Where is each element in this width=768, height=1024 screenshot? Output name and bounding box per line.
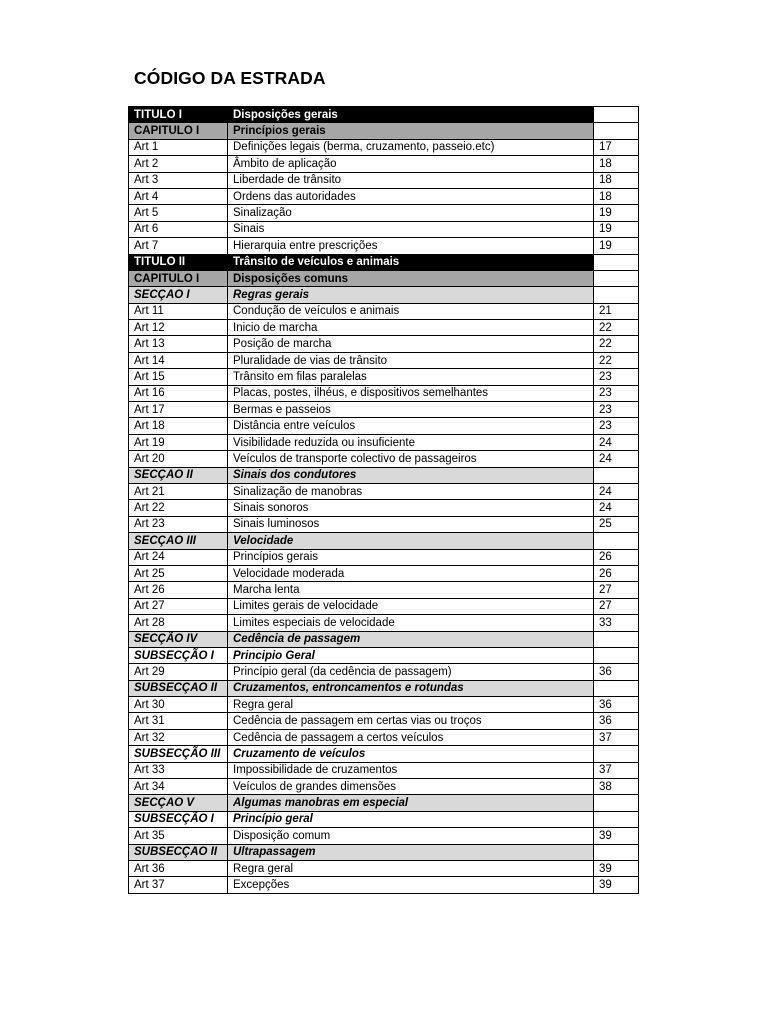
toc-label-cell: Art 20: [129, 451, 228, 467]
toc-title-cell: Sinais sonoros: [228, 500, 594, 516]
toc-label-cell: SECÇAO II: [129, 467, 228, 483]
toc-article-row: [129, 483, 639, 499]
toc-title-cell: Excepções: [228, 877, 594, 893]
toc-title-cell: Algumas manobras em especial: [228, 795, 594, 811]
toc-section-row: [129, 844, 639, 860]
toc-label-cell: Art 5: [129, 205, 228, 221]
toc-article-row: [129, 172, 639, 188]
toc-label-cell: Art 25: [129, 565, 228, 581]
toc-label-cell: Art 6: [129, 221, 228, 237]
toc-title-cell: Trânsito em filas paralelas: [228, 369, 594, 385]
toc-page-cell: [594, 467, 639, 483]
toc-label-cell: Art 34: [129, 779, 228, 795]
toc-page-cell: 19: [594, 221, 639, 237]
toc-title-cell: Princípio geral: [228, 811, 594, 827]
toc-label-cell: Art 23: [129, 516, 228, 532]
toc-label-cell: SUBSECÇAO II: [129, 844, 228, 860]
table-of-contents: [128, 106, 639, 894]
toc-section-row: [129, 533, 639, 549]
toc-article-row: [129, 369, 639, 385]
toc-title-cell: Disposições gerais: [228, 107, 594, 123]
toc-page-cell: [594, 647, 639, 663]
toc-page-cell: [594, 680, 639, 696]
toc-article-row: [129, 516, 639, 532]
toc-page-cell: [594, 254, 639, 270]
toc-title-cell: Condução de veículos e animais: [228, 303, 594, 319]
toc-page-cell: 23: [594, 369, 639, 385]
toc-section-row: [129, 746, 639, 762]
toc-page-cell: 27: [594, 582, 639, 598]
toc-label-cell: SECÇAO V: [129, 795, 228, 811]
toc-article-row: [129, 729, 639, 745]
toc-article-row: [129, 418, 639, 434]
toc-title-cell: Principio Geral: [228, 647, 594, 663]
toc-title-cell: Sinalização de manobras: [228, 483, 594, 499]
toc-article-row: [129, 434, 639, 450]
document-title: CÓDIGO DA ESTRADA: [134, 68, 326, 88]
toc-title-cell: Distância entre veículos: [228, 418, 594, 434]
toc-article-row: [129, 549, 639, 565]
toc-label-cell: Art 21: [129, 483, 228, 499]
toc-article-row: [129, 303, 639, 319]
toc-page-cell: [594, 123, 639, 139]
toc-label-cell: Art 36: [129, 860, 228, 876]
toc-page-cell: 39: [594, 828, 639, 844]
toc-title-cell: Disposição comum: [228, 828, 594, 844]
toc-label-cell: SECÇAO III: [129, 533, 228, 549]
toc-page-cell: [594, 795, 639, 811]
toc-label-cell: Art 18: [129, 418, 228, 434]
toc-label-cell: SUBSECÇÃO III: [129, 746, 228, 762]
toc-page-cell: [594, 631, 639, 647]
toc-article-row: [129, 139, 639, 155]
toc-section-row: [129, 631, 639, 647]
toc-label-cell: Art 13: [129, 336, 228, 352]
toc-label-cell: SECÇÃO IV: [129, 631, 228, 647]
toc-page-cell: 25: [594, 516, 639, 532]
toc-label-cell: Art 27: [129, 598, 228, 614]
toc-label-cell: Art 2: [129, 156, 228, 172]
toc-title-cell: Sinais dos condutores: [228, 467, 594, 483]
toc-section-row: [129, 270, 639, 286]
toc-article-row: [129, 500, 639, 516]
toc-title-cell: Cedência de passagem em certas vias ou troços: [228, 713, 594, 729]
toc-label-cell: Art 32: [129, 729, 228, 745]
toc-article-row: [129, 336, 639, 352]
toc-title-cell: Sinais luminosos: [228, 516, 594, 532]
toc-label-cell: Art 12: [129, 320, 228, 336]
toc-page-cell: 24: [594, 451, 639, 467]
toc-label-cell: Art 22: [129, 500, 228, 516]
toc-page-cell: 37: [594, 729, 639, 745]
toc-page-cell: 33: [594, 615, 639, 631]
toc-title-cell: Cruzamentos, entroncamentos e rotundas: [228, 680, 594, 696]
toc-page-cell: 24: [594, 500, 639, 516]
toc-page-cell: [594, 270, 639, 286]
toc-title-cell: Ordens das autoridades: [228, 188, 594, 204]
toc-article-row: [129, 828, 639, 844]
toc-label-cell: Art 15: [129, 369, 228, 385]
toc-article-row: [129, 385, 639, 401]
toc-label-cell: Art 11: [129, 303, 228, 319]
toc-section-row: [129, 467, 639, 483]
toc-page-cell: 19: [594, 238, 639, 254]
toc-label-cell: Art 16: [129, 385, 228, 401]
toc-page-cell: [594, 746, 639, 762]
toc-section-row: [129, 811, 639, 827]
toc-title-cell: Regra geral: [228, 860, 594, 876]
toc-article-row: [129, 598, 639, 614]
toc-page-cell: 24: [594, 434, 639, 450]
toc-article-row: [129, 664, 639, 680]
toc-label-cell: Art 24: [129, 549, 228, 565]
toc-page-cell: 36: [594, 697, 639, 713]
toc-page-cell: 23: [594, 418, 639, 434]
toc-page-cell: 21: [594, 303, 639, 319]
toc-title-cell: Disposições comuns: [228, 270, 594, 286]
toc-label-cell: SUBSECÇÃO I: [129, 811, 228, 827]
toc-title-cell: Cruzamento de veículos: [228, 746, 594, 762]
toc-title-cell: Trânsito de veículos e animais: [228, 254, 594, 270]
toc-title-cell: Princípios gerais: [228, 123, 594, 139]
toc-article-row: [129, 352, 639, 368]
toc-title-cell: Placas, postes, ilhéus, e dispositivos semelhantes: [228, 385, 594, 401]
toc-page-cell: 18: [594, 172, 639, 188]
toc-title-cell: Veículos de transporte colectivo de passageiros: [228, 451, 594, 467]
toc-title-cell: Impossibilidade de cruzamentos: [228, 762, 594, 778]
toc-title-cell: Âmbito de aplicação: [228, 156, 594, 172]
toc-page-cell: 22: [594, 320, 639, 336]
toc-article-row: [129, 615, 639, 631]
toc-label-cell: Art 7: [129, 238, 228, 254]
toc-article-row: [129, 451, 639, 467]
toc-section-row: [129, 254, 639, 270]
toc-title-cell: Definições legais (berma, cruzamento, passeio.etc): [228, 139, 594, 155]
toc-title-cell: Posição de marcha: [228, 336, 594, 352]
toc-title-cell: Liberdade de trânsito: [228, 172, 594, 188]
toc-page-cell: 22: [594, 352, 639, 368]
toc-page-cell: 39: [594, 877, 639, 893]
toc-title-cell: Sinalização: [228, 205, 594, 221]
toc-title-cell: Limites gerais de velocidade: [228, 598, 594, 614]
toc-title-cell: Pluralidade de vias de trânsito: [228, 352, 594, 368]
toc-page-cell: 26: [594, 549, 639, 565]
toc-label-cell: Art 37: [129, 877, 228, 893]
toc-label-cell: Art 17: [129, 402, 228, 418]
toc-section-row: [129, 795, 639, 811]
toc-page-cell: [594, 533, 639, 549]
toc-page-cell: 39: [594, 860, 639, 876]
toc-article-row: [129, 156, 639, 172]
toc-title-cell: Marcha lenta: [228, 582, 594, 598]
toc-title-cell: Princípios gerais: [228, 549, 594, 565]
toc-label-cell: CAPITULO I: [129, 270, 228, 286]
toc-title-cell: Regra geral: [228, 697, 594, 713]
toc-page-cell: 36: [594, 664, 639, 680]
toc-page-cell: 17: [594, 139, 639, 155]
toc-title-cell: Hierarquia entre prescrições: [228, 238, 594, 254]
toc-page-cell: 38: [594, 779, 639, 795]
toc-page-cell: 26: [594, 565, 639, 581]
toc-article-row: [129, 762, 639, 778]
toc-article-row: [129, 582, 639, 598]
toc-section-row: [129, 123, 639, 139]
toc-label-cell: Art 19: [129, 434, 228, 450]
toc-label-cell: Art 4: [129, 188, 228, 204]
toc-page-cell: 18: [594, 156, 639, 172]
toc-title-cell: Regras gerais: [228, 287, 594, 303]
toc-section-row: [129, 680, 639, 696]
toc-title-cell: Princípio geral (da cedência de passagem): [228, 664, 594, 680]
toc-label-cell: SECÇAO I: [129, 287, 228, 303]
toc-article-row: [129, 320, 639, 336]
toc-body: [129, 107, 639, 894]
toc-label-cell: Art 31: [129, 713, 228, 729]
toc-title-cell: Cedência de passagem: [228, 631, 594, 647]
toc-article-row: [129, 221, 639, 237]
toc-page-cell: [594, 811, 639, 827]
toc-page-cell: 23: [594, 385, 639, 401]
toc-page-cell: 37: [594, 762, 639, 778]
toc-label-cell: SUBSECÇÃO I: [129, 647, 228, 663]
toc-section-row: [129, 647, 639, 663]
toc-label-cell: Art 33: [129, 762, 228, 778]
toc-label-cell: CAPITULO I: [129, 123, 228, 139]
toc-section-row: [129, 287, 639, 303]
toc-page-cell: 18: [594, 188, 639, 204]
toc-label-cell: Art 26: [129, 582, 228, 598]
toc-title-cell: Veículos de grandes dimensões: [228, 779, 594, 795]
toc-section-row: [129, 107, 639, 123]
toc-title-cell: Inicio de marcha: [228, 320, 594, 336]
toc-label-cell: Art 1: [129, 139, 228, 155]
toc-label-cell: Art 29: [129, 664, 228, 680]
toc-label-cell: Art 30: [129, 697, 228, 713]
toc-article-row: [129, 188, 639, 204]
toc-title-cell: Visibilidade reduzida ou insuficiente: [228, 434, 594, 450]
toc-article-row: [129, 238, 639, 254]
toc-label-cell: SUBSECÇAO II: [129, 680, 228, 696]
toc-article-row: [129, 697, 639, 713]
toc-title-cell: Ultrapassagem: [228, 844, 594, 860]
toc-label-cell: TITULO II: [129, 254, 228, 270]
toc-article-row: [129, 713, 639, 729]
toc-label-cell: Art 14: [129, 352, 228, 368]
toc-article-row: [129, 860, 639, 876]
toc-label-cell: Art 3: [129, 172, 228, 188]
toc-label-cell: Art 28: [129, 615, 228, 631]
toc-title-cell: Limites especiais de velocidade: [228, 615, 594, 631]
toc-page-cell: [594, 844, 639, 860]
toc-article-row: [129, 565, 639, 581]
toc-article-row: [129, 205, 639, 221]
toc-page-cell: 36: [594, 713, 639, 729]
toc-page-cell: 27: [594, 598, 639, 614]
toc-article-row: [129, 779, 639, 795]
toc-page-cell: [594, 107, 639, 123]
toc-article-row: [129, 402, 639, 418]
toc-title-cell: Velocidade: [228, 533, 594, 549]
toc-page-cell: 24: [594, 483, 639, 499]
toc-label-cell: Art 35: [129, 828, 228, 844]
toc-page-cell: 22: [594, 336, 639, 352]
toc-title-cell: Sinais: [228, 221, 594, 237]
toc-page-cell: 19: [594, 205, 639, 221]
toc-title-cell: Cedência de passagem a certos veículos: [228, 729, 594, 745]
toc-title-cell: Velocidade moderada: [228, 565, 594, 581]
toc-page-cell: [594, 287, 639, 303]
toc-page-cell: 23: [594, 402, 639, 418]
toc-label-cell: TITULO I: [129, 107, 228, 123]
toc-title-cell: Bermas e passeios: [228, 402, 594, 418]
toc-article-row: [129, 877, 639, 893]
